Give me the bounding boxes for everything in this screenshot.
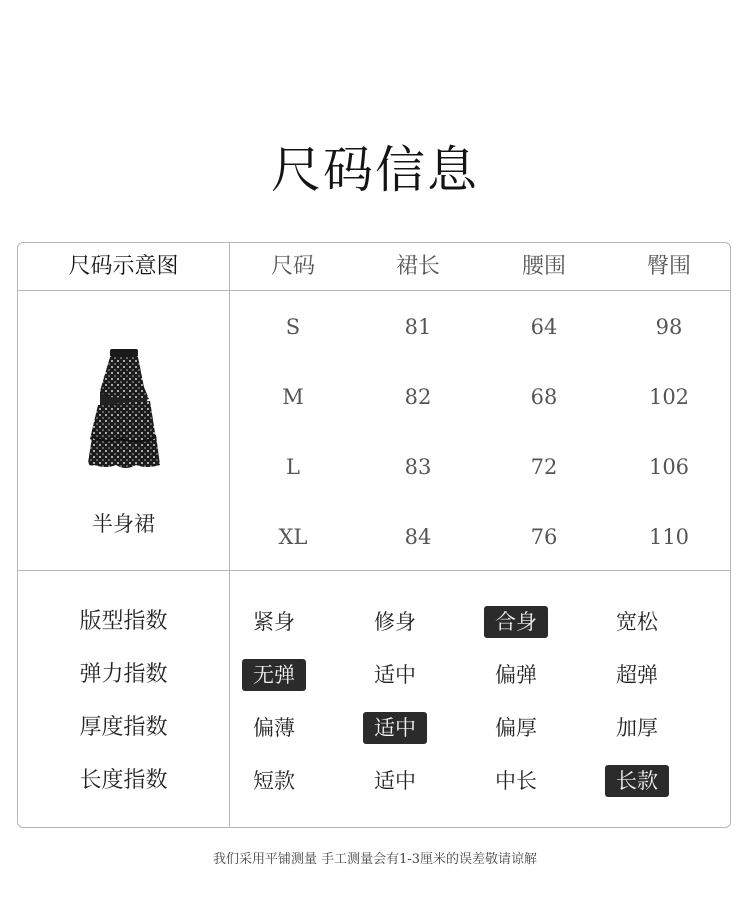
index-label: 版型指数: [79, 609, 168, 634]
table-cell: 98: [655, 315, 683, 339]
option-long-selected: 长款: [605, 765, 669, 797]
table-cell: S: [285, 315, 301, 339]
column-divider: [229, 243, 230, 827]
table-cell: 82: [404, 385, 432, 409]
table-cell: 72: [530, 455, 558, 479]
option-mid-length: 中长: [495, 769, 537, 793]
option-stretchy: 偏弹: [495, 663, 537, 687]
table-cell: M: [282, 385, 304, 409]
option-short: 短款: [253, 769, 295, 793]
table-cell: 76: [530, 525, 558, 549]
option-extra-thick: 加厚: [616, 716, 658, 740]
index-label: 弹力指数: [79, 662, 168, 687]
column-header-skirt-length: 裙长: [395, 254, 440, 279]
table-cell: 102: [648, 385, 690, 409]
section-divider: [18, 570, 730, 571]
table-cell: XL: [278, 525, 308, 549]
option-no-stretch-selected: 无弹: [242, 659, 306, 691]
column-header-waist: 腰围: [521, 254, 566, 279]
table-cell: 68: [530, 385, 558, 409]
measurement-note: 我们采用平铺测量 手工测量会有1-3厘米的误差敬请谅解: [212, 852, 538, 867]
option-super-stretch: 超弹: [616, 663, 658, 687]
table-cell: L: [286, 455, 300, 479]
size-diagram-header: 尺码示意图: [68, 254, 179, 279]
table-cell: 106: [648, 455, 690, 479]
table-cell: 83: [404, 455, 432, 479]
option-medium: 适中: [374, 663, 416, 687]
product-label: 半身裙: [92, 512, 155, 536]
table-cell: 110: [648, 525, 690, 549]
table-cell: 64: [530, 315, 558, 339]
option-medium-selected: 适中: [363, 712, 427, 744]
page-title: 尺码信息: [271, 141, 479, 199]
header-divider: [18, 290, 730, 291]
table-cell: 81: [404, 315, 432, 339]
option-tight: 紧身: [253, 610, 295, 634]
option-regular-selected: 合身: [484, 606, 548, 638]
table-cell: 84: [404, 525, 432, 549]
skirt-image: [86, 347, 162, 471]
option-medium: 适中: [374, 769, 416, 793]
index-label: 厚度指数: [79, 715, 168, 740]
column-header-hip: 臀围: [646, 254, 691, 279]
option-slim: 修身: [374, 610, 416, 634]
index-label: 长度指数: [79, 768, 168, 793]
column-header-size: 尺码: [270, 254, 315, 279]
option-thin: 偏薄: [253, 716, 295, 740]
size-info-card: [17, 242, 731, 828]
option-thick: 偏厚: [495, 716, 537, 740]
option-loose: 宽松: [616, 610, 658, 634]
